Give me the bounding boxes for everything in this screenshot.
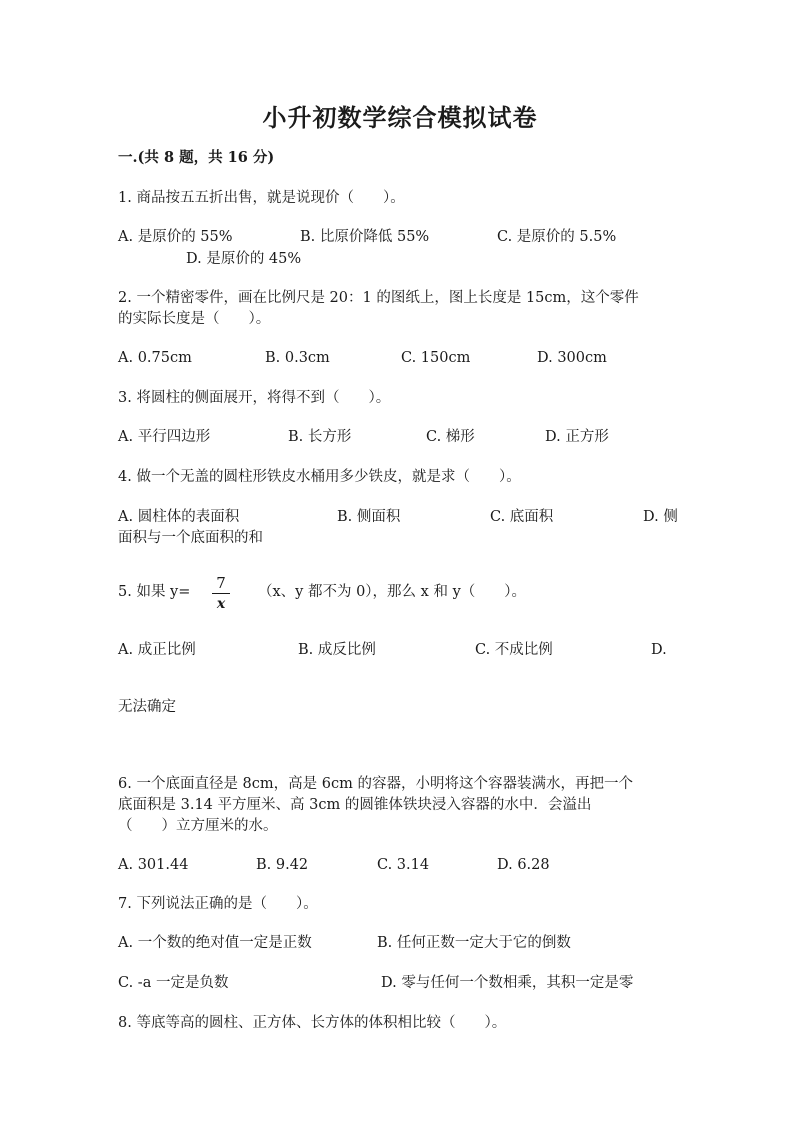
question-8-stem: 8. 等底等高的圆柱、正方体、长方体的体积相比较（ ）。 [118, 1015, 507, 1031]
question-1-option-d: D. 是原价的 45% [186, 251, 302, 267]
question-2-option-a: A. 0.75cm [118, 350, 192, 366]
question-4-stem: 4. 做一个无盖的圆柱形铁皮水桶用多少铁皮，就是求（ ）。 [118, 469, 521, 485]
question-2-option-c: C. 150cm [401, 350, 471, 366]
question-2-stem-line2: 的实际长度是（ ）。 [118, 311, 271, 327]
question-7-option-b: B. 任何正数一定大于它的倒数 [377, 935, 571, 951]
question-6-stem-line1: 6. 一个底面直径是 8cm，高是 6cm 的容器，小明将这个容器装满水，再把一个 [118, 776, 633, 792]
fraction-numerator: 7 [216, 574, 226, 592]
question-7-option-d: D. 零与任何一个数相乘，其积一定是零 [381, 975, 634, 991]
fraction-denominator: x [216, 596, 226, 612]
question-4-option-c: C. 底面积 [490, 509, 554, 525]
question-4-option-b: B. 侧面积 [337, 509, 401, 525]
question-3-option-d: D. 正方形 [545, 429, 609, 445]
question-5-option-c: C. 不成比例 [475, 642, 553, 658]
question-5-option-a: A. 成正比例 [118, 642, 196, 658]
section-heading: 一.(共 8 题，共 16 分) [118, 149, 275, 166]
question-1-option-a: A. 是原价的 55% [118, 229, 233, 245]
question-6-option-d: D. 6.28 [497, 857, 550, 873]
fraction-bar [212, 593, 230, 594]
question-5-option-d-label: D. [651, 642, 667, 658]
fraction-seven-over-x [212, 575, 230, 612]
question-5-option-d-text: 无法确定 [118, 699, 176, 715]
question-4-option-d-part1: D. 侧 [643, 509, 678, 525]
question-6-option-c: C. 3.14 [377, 857, 430, 873]
question-6-option-a: A. 301.44 [118, 857, 189, 873]
question-1-option-c: C. 是原价的 5.5% [497, 229, 617, 245]
question-3-stem: 3. 将圆柱的侧面展开，将得不到（ ）。 [118, 390, 391, 406]
question-5-stem-prefix: 5. 如果 y= [118, 584, 191, 600]
question-6-stem-line3: （ ）立方厘米的水。 [118, 818, 278, 834]
question-2-option-b: B. 0.3cm [265, 350, 330, 366]
question-7-option-c: C. -a 一定是负数 [118, 975, 229, 991]
question-4-option-a: A. 圆柱体的表面积 [118, 509, 240, 525]
question-5-stem-suffix: （x、y 都不为 0），那么 x 和 y（ ）。 [258, 584, 527, 600]
question-1-stem: 1. 商品按五五折出售，就是说现价（ ）。 [118, 190, 405, 206]
question-2-stem-line1: 2. 一个精密零件，画在比例尺是 20：1 的图纸上，图上长度是 15cm，这个零件 [118, 290, 639, 306]
question-6-option-b: B. 9.42 [256, 857, 309, 873]
question-3-option-b: B. 长方形 [288, 429, 352, 445]
page-title: 小升初数学综合模拟试卷 [262, 103, 538, 132]
question-4-option-d-part2: 面积与一个底面积的和 [118, 530, 263, 546]
question-6-stem-line2: 底面积是 3.14 平方厘米、高 3cm 的圆锥体铁块浸入容器的水中．会溢出 [118, 797, 592, 813]
question-1-option-b: B. 比原价降低 55% [300, 229, 430, 245]
question-5-option-b: B. 成反比例 [298, 642, 376, 658]
question-3-option-a: A. 平行四边形 [118, 429, 211, 445]
question-7-stem: 7. 下列说法正确的是（ ）。 [118, 896, 318, 912]
question-2-option-d: D. 300cm [537, 350, 607, 366]
question-3-option-c: C. 梯形 [426, 429, 475, 445]
question-7-option-a: A. 一个数的绝对值一定是正数 [118, 935, 312, 951]
